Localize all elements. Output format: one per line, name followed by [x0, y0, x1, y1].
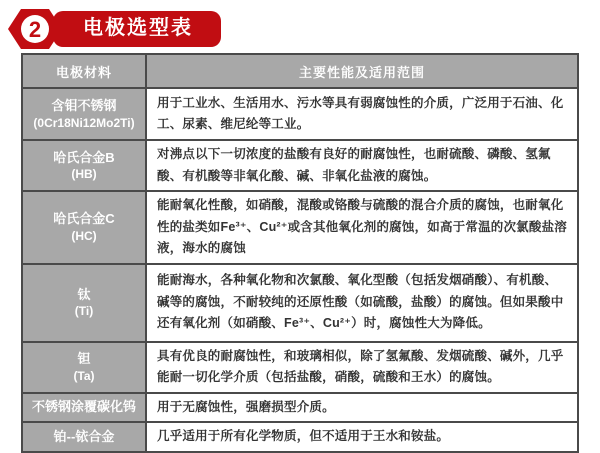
material-code: (HB) [71, 167, 97, 182]
material-description: 能耐海水，各种氧化物和次氯酸、氧化型酸（包括发烟硝酸）、有机酸、碱等的腐蚀，不耐较纯的还原性酸（如硫酸，盐酸）的腐蚀。但如果酸中还有氧化剂（如硝酸、Fe³⁺、Cu²⁺）时，腐蚀性大为降低。 [146, 264, 578, 342]
material-name: 钽 [77, 351, 91, 367]
material-cell [22, 191, 146, 264]
material-cell [22, 264, 146, 342]
material-description: 具有优良的耐腐蚀性，和玻璃相似，除了氢氟酸、发烟硫酸、碱外，几乎能耐一切化学介质（包括盐酸，硝酸，硫酸和王水）的腐蚀。 [146, 342, 578, 393]
table-row [22, 393, 578, 423]
table-row [22, 191, 578, 264]
material-name: 哈氏合金C [53, 211, 115, 227]
material-description: 几乎适用于所有化学物质，但不适用于王水和铵盐。 [146, 422, 578, 452]
material-name: 不锈钢涂覆碳化钨 [31, 399, 136, 415]
material-cell [22, 342, 146, 393]
material-name: 钛 [77, 286, 91, 302]
table-row [22, 422, 578, 452]
material-cell [22, 422, 146, 452]
material-name: 哈氏合金B [53, 149, 115, 165]
material-cell [22, 140, 146, 191]
material-name: 含钼不锈钢 [51, 98, 117, 114]
material-code: (0Cr18Ni12Mo2Ti) [33, 115, 135, 130]
column-header-material: 电极材料 [22, 54, 146, 88]
column-header-performance: 主要性能及适用范围 [146, 54, 578, 88]
material-description: 能耐氧化性酸，如硝酸，混酸或铬酸与硫酸的混合介质的腐蚀，也耐氧化性的盐类如Fe³⁺、Cu²⁺或含其他氧化剂的腐蚀，如高于常温的次氯酸盐溶液，海水的腐蚀 [146, 191, 578, 264]
material-cell [22, 88, 146, 140]
table-row [22, 264, 578, 342]
material-code: (Ti) [74, 304, 94, 319]
material-cell [22, 393, 146, 423]
material-code: (Ta) [73, 368, 95, 383]
table-row [22, 88, 578, 140]
badge-number: 2 [28, 17, 42, 42]
electrode-selection-table [21, 53, 579, 453]
material-code: (HC) [71, 228, 97, 243]
material-name: 铂--铱合金 [53, 428, 115, 444]
table-row [22, 140, 578, 191]
section-header [7, 7, 221, 51]
table-header-row [22, 54, 578, 88]
hexagon-number-badge [7, 7, 63, 51]
table-row [22, 342, 578, 393]
section-title: 电极选型表 [53, 11, 221, 47]
material-description: 用于无腐蚀性，强磨损型介质。 [146, 393, 578, 423]
material-description: 对沸点以下一切浓度的盐酸有良好的耐腐蚀性，也耐硫酸、磷酸、氢氟酸、有机酸等非氧化酸、碱、非氧化盐液的腐蚀。 [146, 140, 578, 191]
material-description: 用于工业水、生活用水、污水等具有弱腐蚀性的介质，广泛用于石油、化工、尿素、维尼纶等工业。 [146, 88, 578, 140]
